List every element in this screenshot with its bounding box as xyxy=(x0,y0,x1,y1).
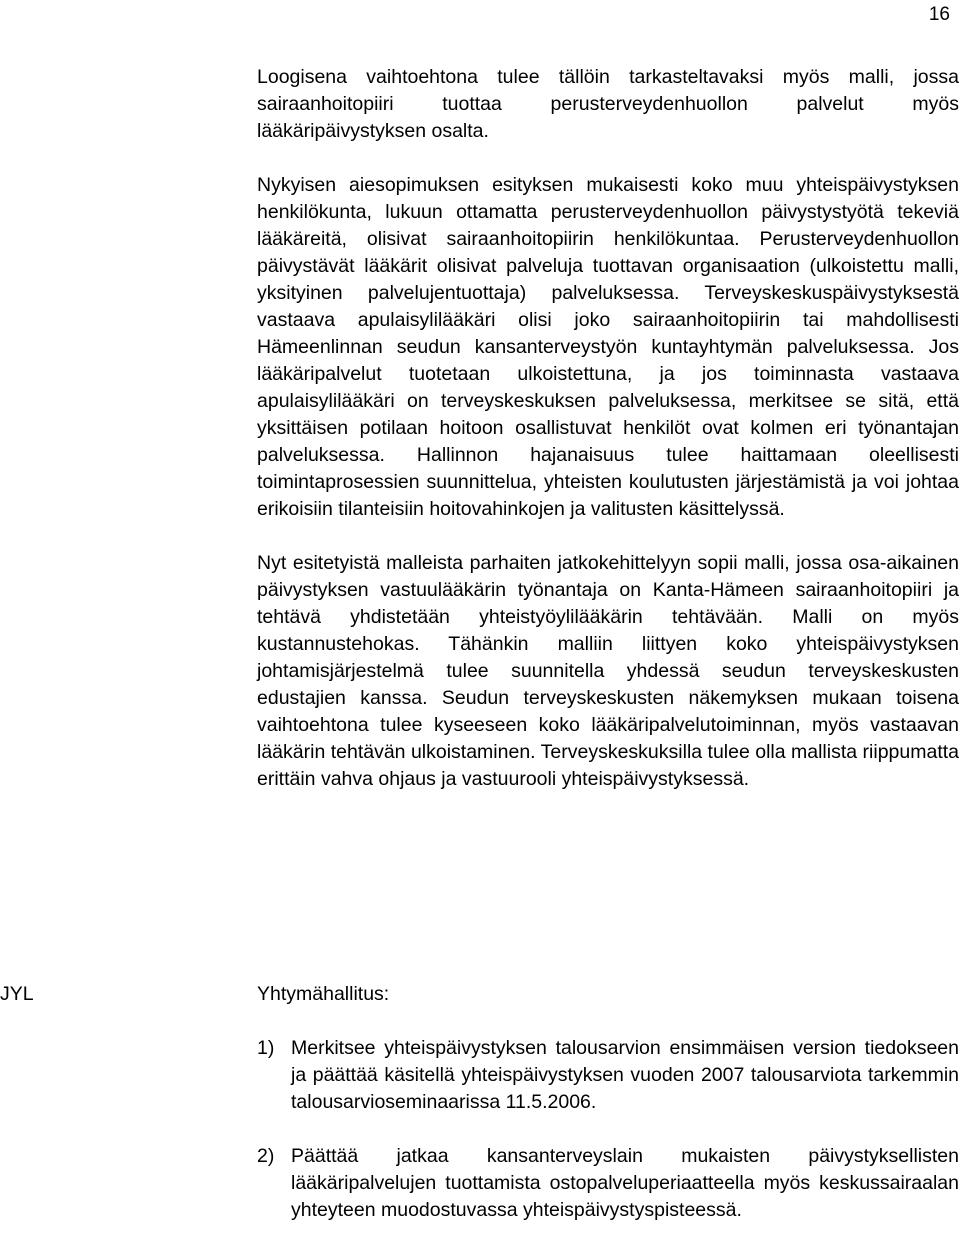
decision-item-number: 2) xyxy=(257,1145,275,1167)
paragraph-current-agreement: Nykyisen aiesopimuksen esityksen mukaisesti koko muu yhteispäivystyksen henkilökunta, lukuun ottamatta perusterveydenhuollon päivystystyötä tekeviä lääkäreitä, olisivat sairaanhoitopiirin henkilökuntaa. Perusterveydenhuollon päivystävät lääkärit olisivat palveluja tuottavan organisaation (ulkoistettu malli, yksityinen palvelujentuottaja) palveluksessa. Terveyskeskuspäivystyksestä vastaava apulaisylilääkäri olisi joko sairaanhoitopiirin tai mahdollisesti Hämeenlinnan seudun kansanterveystyön kuntayhtymän palveluksessa. Jos lääkäripalvelut tuotetaan ulkoistettuna, ja jos toiminnasta vastaava apulaisylilääkäri on terveyskeskuksen palveluksessa, merkitsee se sitä, että yksittäisen potilaan hoitoon osallistuvat henkilöt ovat kolmen eri työnantajan palveluksessa. Hallinnon hajanaisuus tulee haittamaan oleellisesti toimintaprosessien suunnittelua, yhteisten koulutusten järjestämistä ja voi johtaa erikoisiin tilanteisiin hoitovahinkojen ja valitusten käsittelyssä. xyxy=(257,174,959,520)
decision-item xyxy=(257,1035,959,1116)
paragraph-logical-alternative: Loogisena vaihtoehtona tulee tällöin tarkasteltavaksi myös malli, jossa sairaanhoitopiiri tuottaa perusterveydenhuollon palvelut myös lääkäripäivystyksen osalta. xyxy=(257,66,959,142)
margin-label: JYL xyxy=(0,983,34,1005)
decision-list xyxy=(257,1035,959,1224)
decision-item-number: 1) xyxy=(257,1037,275,1059)
decision-item-text: Päättää jatkaa kansanterveyslain mukaisten päivystyksellisten lääkäripalvelujen tuottamista ostopalveluperiaatteella myös keskussairaalan yhteyteen muodostuvassa yhteispäivystyspisteessä. xyxy=(291,1145,959,1221)
document-body xyxy=(257,64,959,793)
decision-heading: Yhtymähallitus: xyxy=(257,983,390,1005)
page-number: 16 xyxy=(928,4,950,25)
paragraph-recommended-model: Nyt esitetyistä malleista parhaiten jatkokehittelyyn sopii malli, jossa osa-aikainen päivystyksen vastuulääkärin työnantaja on Kanta-Hämeen sairaanhoitopiiri ja tehtävä yhdistetään yhteistyöylilääkärin tehtävään. Malli on myös kustannustehokas. Tähänkin malliin liittyen koko yhteispäivystyksen johtamisjärjestelmä tulee suunnitella yhdessä seudun terveyskeskusten edustajien kanssa. Seudun terveyskeskusten näkemyksen mukaan toisena vaihtoehtona tulee kyseeseen koko lääkäripalvelutoiminnan, myös vastaavan lääkärin tehtävän ulkoistaminen. Terveyskeskuksilla tulee olla mallista riippumatta erittäin vahva ohjaus ja vastuurooli yhteispäivystyksessä. xyxy=(257,552,959,790)
decision-item xyxy=(257,1143,959,1224)
decision-item-text: Merkitsee yhteispäivystyksen talousarvion ensimmäisen version tiedokseen ja päättää käsitellä yhteispäivystyksen vuoden 2007 talousarviota tarkemmin talousarvioseminaarissa 11.5.2006. xyxy=(291,1037,959,1113)
